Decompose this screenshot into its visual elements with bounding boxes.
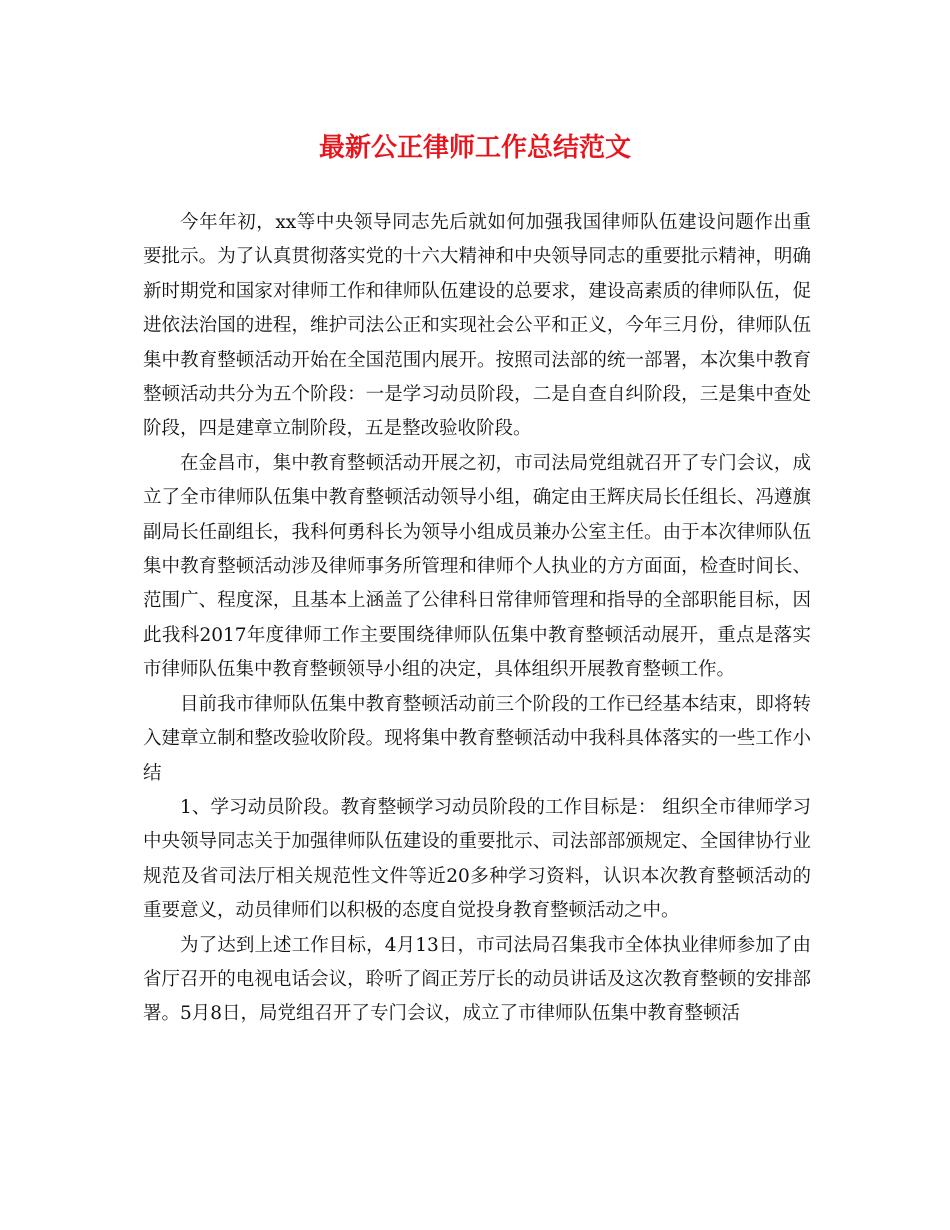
- paragraph-progress: 目前我市律师队伍集中教育整顿活动前三个阶段的工作已经基本结束，即将转入建章立制和整改验收阶段。现将集中教育整顿活动中我科具体落实的一些工作小结: [143, 693, 811, 784]
- paragraph-jinchang: 在金昌市，集中教育整顿活动开展之初，市司法局党组就召开了专门会议，成立了全市律师队伍集中教育整顿活动领导小组，确定由王辉庆局长任组长、冯遵旗副局长任副组长，我科何勇科长为领导小组成员兼办公室主任。由于本次律师队伍集中教育整顿活动涉及律师事务所管理和律师个人执业的方方面面，检查时间长、范围广、程度深，且基本上涵盖了公律科日常律师管理和指导的全部职能目标，因此我科2017年度律师工作主要围绕律师队伍集中教育整顿活动展开，重点是落实市律师队伍集中教育整顿领导小组的决定，具体组织开展教育整顿工作。: [143, 452, 811, 681]
- paragraph-goal-actions: 为了达到上述工作目标，4月13日，市司法局召集我市全体执业律师参加了由省厅召开的电视电话会议，聆听了阎正芳厅长的动员讲话及这次教育整顿的安排部署。5月8日，局党组召开了专门会议，成立了市律师队伍集中教育整顿活: [143, 934, 811, 1025]
- paragraph-stage-one: 1、学习动员阶段。教育整顿学习动员阶段的工作目标是： 组织全市律师学习中央领导同志关于加强律师队伍建设的重要批示、司法部部颁规定、全国律协行业规范及省司法厅相关规范性文件等近20多种学习资料，认识本次教育整顿活动的重要意义，动员律师们以积极的态度自觉投身教育整顿活动之中。: [143, 796, 811, 922]
- paragraph-intro: 今年年初，xx等中央领导同志先后就如何加强我国律师队伍建设问题作出重要批示。为了认真贯彻落实党的十六大精神和中央领导同志的重要批示精神，明确新时期党和国家对律师工作和律师队伍建设的总要求，建设高素质的律师队伍，促进依法治国的进程，维护司法公正和实现社会公平和正义，今年三月份，律师队伍集中教育整顿活动开始在全国范围内展开。按照司法部的统一部署，本次集中教育整顿活动共分为五个阶段：一是学习动员阶段，二是自查自纠阶段，三是集中查处阶段，四是建章立制阶段，五是整改验收阶段。: [143, 212, 811, 440]
- document-body: [143, 206, 811, 1032]
- document-title: 最新公正律师工作总结范文: [318, 133, 631, 163]
